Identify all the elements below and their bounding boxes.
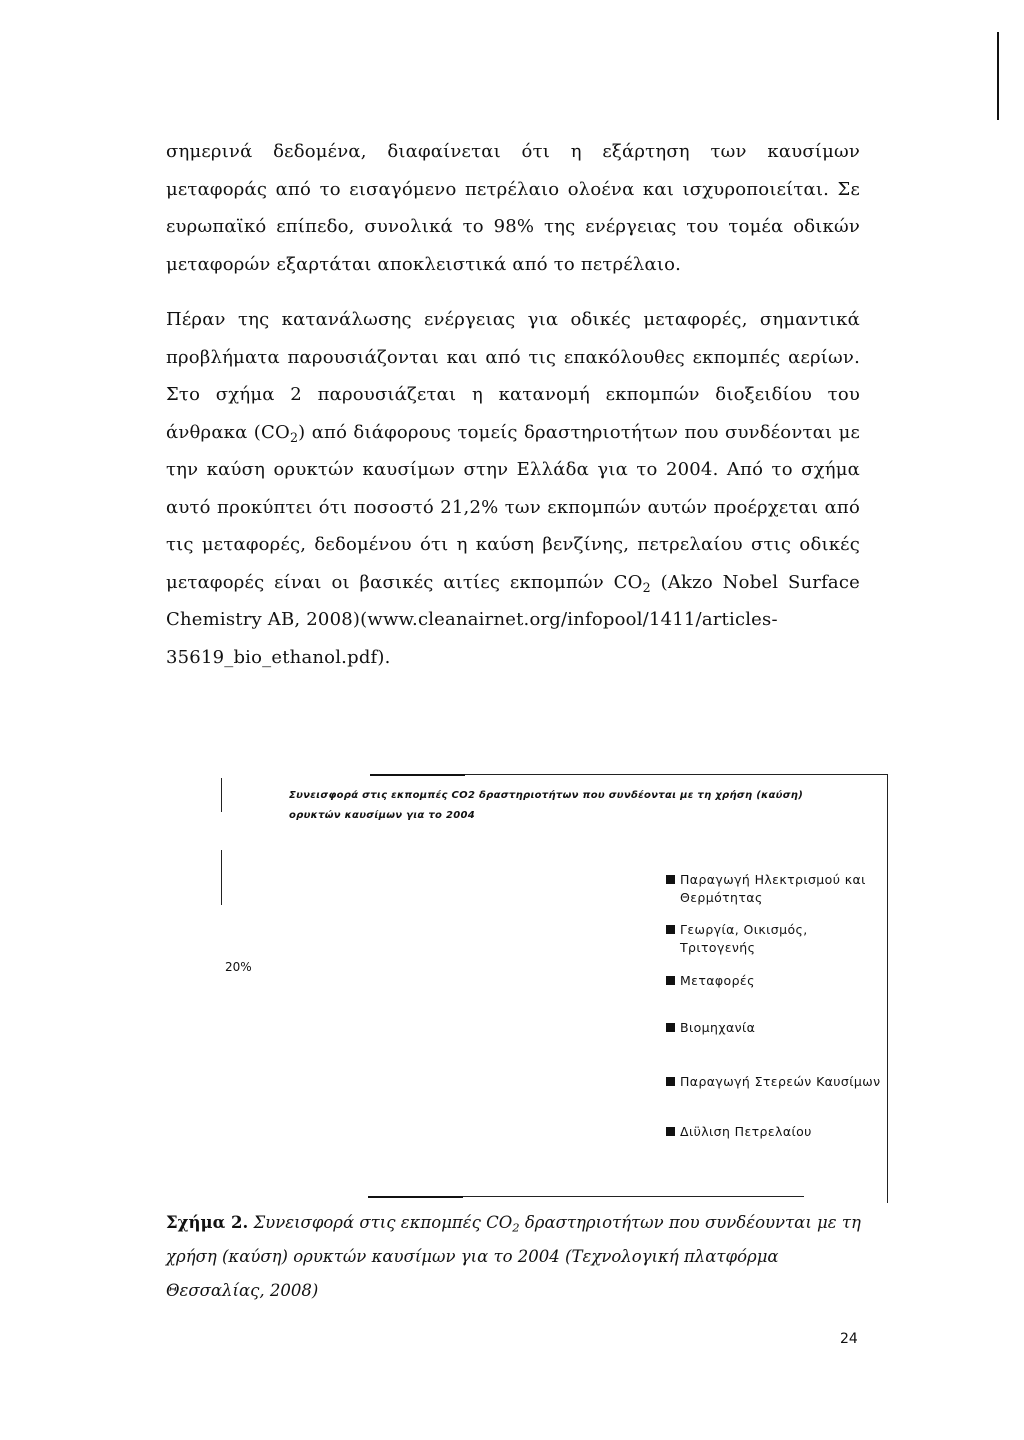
legend-item [666,972,881,990]
legend-label: Παραγωγή Ηλεκτρισμού και Θερμότητας [680,872,866,905]
caption-label: Σχήμα 2. [166,1213,249,1232]
chart-title: Συνεισφορά στις εκπομπές CO2 δραστηριοτήτων που συνδέονται με τη χρήση (καύση) ορυκτών καυσίμων για το 2004 [289,790,804,821]
chart-frame-bottom-accent [368,1196,463,1198]
legend-swatch [666,1077,675,1086]
paragraph-oil-dependence: σημερινά δεδομένα, διαφαίνεται ότι η εξάρτηση των καυσίμων μεταφοράς από το εισαγόμενο πετρέλαιο ολοένα και ισχυροποιείται. Σε ευρωπαϊκό επίπεδο, συνολικά το 98% της ενέργειας του τομέα οδικών μεταφορών εξαρτάται αποκλειστικά από το πετρέλαιο. [166,141,860,275]
caption-text: δραστηριοτήτων που συνδέουνται με τη χρήση (καύση) ορυκτών καυσίμων για το 2004 (Τεχνολογική πλατφόρμα Θεσσαλίας, 2008) [166,1213,861,1300]
paragraph-text: 35619_bio_ethanol.pdf). [166,646,391,668]
chart-frame-right [887,775,888,1203]
page-number: 24 [840,1331,858,1347]
chart-data-label: 20% [225,960,252,974]
legend-swatch [666,976,675,985]
legend-label: Γεωργία, Οικισμός, Τριτογενής [680,922,808,955]
paragraph-text: ) από διάφορους τομείς δραστηριοτήτων που συνδέονται με την καύση ορυκτών καυσίμων στην Ελλάδα για το 2004. Από το σχήμα αυτό προκύπτει ότι ποσοστό 21,2% των εκπομπών αυτών προέρχεται από τις μεταφορές, δεδομένου ότι η καύση βενζίνης, πετρελαίου στις οδικές μεταφορές είναι οι βασικές αιτίες εκπομπών CO [166,421,860,593]
subscript: 2 [642,579,651,595]
legend-item [666,1073,881,1091]
chart-frame-left [221,850,222,905]
legend-label: Παραγωγή Στερεών Καυσίμων [680,1074,881,1089]
legend-label: Βιομηχανία [680,1020,756,1035]
legend-label: Διϋλιση Πετρελαίου [680,1124,812,1139]
paragraph-text: (Akzo Nobel Surface Chemistry AB, 2008)(www.cleanairnet.org/infopool/1411/articles- [166,571,860,630]
legend-item [666,921,881,957]
legend-item [666,1019,881,1037]
figure-caption [166,1206,866,1308]
legend-swatch [666,1127,675,1136]
legend-item [666,1123,881,1141]
legend-swatch [666,875,675,884]
legend-item [666,871,881,907]
paragraph-text: Πέραν της κατανάλωσης ενέργειας για οδικές μεταφορές, σημαντικά προβλήματα παρουσιάζονται και από τις επακόλουθες εκπομπές αερίων. Στο σχήμα 2 παρουσιάζεται η κατανομή εκπομπών διοξειδίου του άνθρακα (CO [166,309,860,443]
caption-text: Συνεισφορά στις εκπομπές CO [248,1213,513,1232]
chart-frame-top-accent [370,774,465,776]
paragraph-co2-emissions [166,301,860,676]
subscript: 2 [289,429,299,445]
legend-swatch [666,925,675,934]
top-rule [997,32,999,120]
subscript: 2 [512,1220,520,1235]
chart-frame-left [221,778,222,812]
legend-label: Μεταφορές [680,973,755,988]
legend-swatch [666,1023,675,1032]
